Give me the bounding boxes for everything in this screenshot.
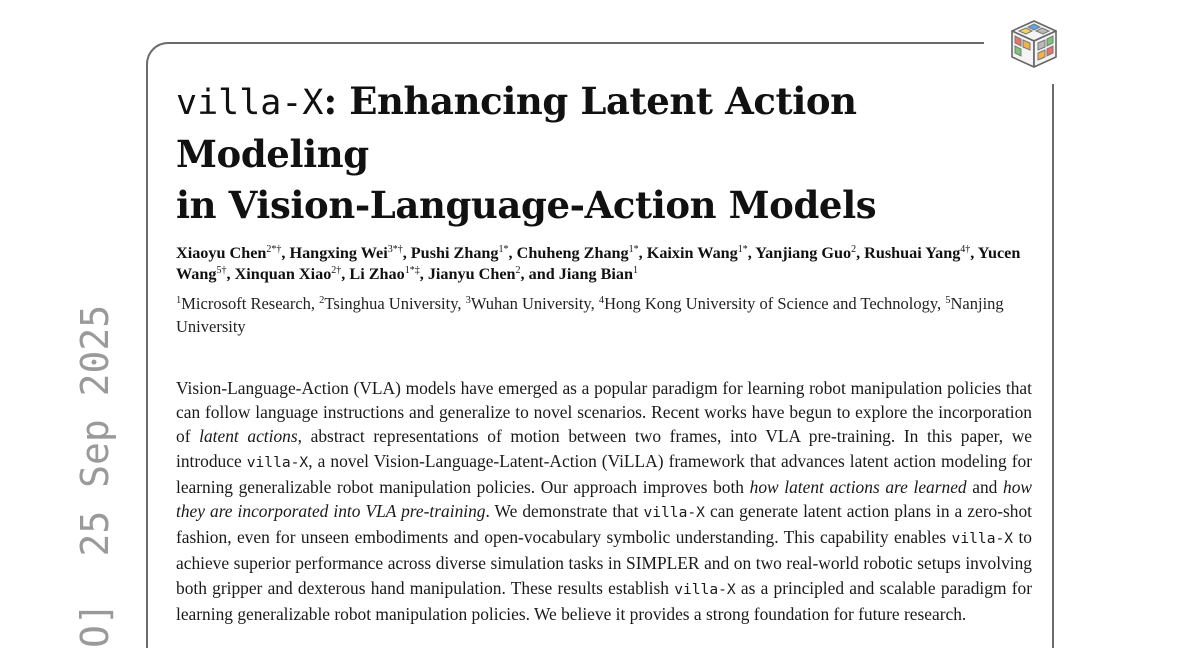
author-name: Rushuai Yang xyxy=(864,244,961,262)
author-affiliation-mark: 1*‡ xyxy=(404,265,420,276)
arxiv-side-stamp xyxy=(73,304,117,648)
abstract-text: and xyxy=(966,476,1003,497)
author-separator: , xyxy=(856,244,865,262)
title-name: villa-X xyxy=(176,83,324,123)
title-line2: in Vision-Language-Action Models xyxy=(176,183,877,227)
author-affiliation-mark: 2 xyxy=(515,265,521,276)
author-separator: , xyxy=(226,265,235,283)
author-list xyxy=(176,243,1032,285)
author-affiliation-mark: 1* xyxy=(628,244,639,255)
author-affiliation-mark: 1* xyxy=(737,244,748,255)
paper-header xyxy=(176,76,1032,626)
affiliation-name: Microsoft Research, xyxy=(181,294,320,313)
paper-title xyxy=(176,76,1032,231)
abstract-code-name: villa-X xyxy=(643,504,705,522)
author-name: Pushi Zhang xyxy=(410,244,499,262)
abstract-text: . We demonstrate that xyxy=(485,501,644,522)
abstract-code-name: villa-X xyxy=(246,453,309,471)
author-separator: , xyxy=(419,265,428,283)
affiliation-list xyxy=(176,292,1032,338)
abstract-emphasis: how latent actions are learned xyxy=(749,476,967,497)
author-name: Jiang Bian xyxy=(558,265,634,283)
author-name: Yanjiang Guo xyxy=(755,244,852,262)
abstract-emphasis: how they are incorporated into VLA pre-training xyxy=(176,476,1032,522)
author-separator: , xyxy=(747,244,756,262)
affiliation-name: Wuhan University, xyxy=(470,294,599,313)
author-separator: , xyxy=(281,244,290,262)
author-name: Kaixin Wang xyxy=(646,244,738,262)
side-stamp-partial: O] xyxy=(73,602,117,648)
frame-right-border xyxy=(1052,84,1054,648)
author-affiliation-mark: 4† xyxy=(960,244,971,255)
abstract-text: Vision-Language-Action (VLA) models have emerged as a popular paradigm for learning robot manipulation policies that can follow language instructions and generalize to novel scenarios. Recent works have begun to explore the incorporation of xyxy=(176,378,1032,447)
abstract-text: , a novel Vision-Language-Latent-Action (ViLLA) framework that advances latent action modeling for learning generalizable robot manipulation policies. Our approach improves both xyxy=(176,450,1032,497)
author-name: Hangxing Wei xyxy=(289,244,388,262)
affiliation-mark: 3 xyxy=(465,295,471,306)
author-separator: , and xyxy=(520,265,559,283)
author-separator: , xyxy=(638,244,647,262)
author-affiliation-mark: 1 xyxy=(633,265,639,276)
author-name: Jianyu Chen xyxy=(427,265,516,283)
author-affiliation-mark: 2† xyxy=(331,265,342,276)
abstract-code-name: villa-X xyxy=(674,580,736,598)
author-affiliation-mark: 5† xyxy=(216,265,227,276)
title-rest: : Enhancing Latent Action Modeling xyxy=(176,79,857,176)
affiliation-mark: 4 xyxy=(598,295,605,306)
author-affiliation-mark: 2 xyxy=(851,244,857,255)
author-name: Yucen Wang xyxy=(176,244,1021,283)
author-name: Xinquan Xiao xyxy=(234,265,332,283)
author-affiliation-mark: 3*† xyxy=(387,244,403,255)
side-stamp-date: 25 Sep 2025 xyxy=(73,304,117,557)
author-name: Xiaoyu Chen xyxy=(176,244,267,262)
abstract-text: , abstract representations of motion between two frames, into VLA pre-training. In this paper, we introduce xyxy=(176,426,1032,471)
affiliation-name: Nanjing University xyxy=(176,294,1004,336)
abstract xyxy=(176,376,1032,626)
abstract-code-name: villa-X xyxy=(951,530,1014,548)
affiliation-name: Hong Kong University of Science and Technology, xyxy=(604,294,946,313)
frame-left-border xyxy=(146,82,148,648)
author-name: Chuheng Zhang xyxy=(516,244,629,262)
abstract-emphasis: latent actions xyxy=(199,426,298,447)
author-separator: , xyxy=(402,244,411,262)
affiliation-mark: 1 xyxy=(176,295,182,306)
author-affiliation-mark: 2*† xyxy=(266,244,282,255)
author-separator: , xyxy=(508,244,517,262)
author-separator: , xyxy=(341,265,350,283)
affiliation-mark: 2 xyxy=(319,295,325,306)
abstract-text: to achieve superior performance across diverse simulation tasks in SIMPLER and on two real-world robotic setups involving both gripper and dexterous hand manipulation. These results establish xyxy=(176,527,1033,598)
cube-logo-icon xyxy=(1006,18,1062,70)
author-affiliation-mark: 1* xyxy=(498,244,509,255)
abstract-text: can generate latent action plans in a zero-shot fashion, even for unseen embodiments and open-vocabulary symbolic understanding. This capability enables xyxy=(176,501,1032,548)
author-separator: , xyxy=(970,244,978,262)
abstract-text: as a principled and scalable paradigm for learning generalizable robot manipulation policies. We believe it provides a strong foundation for future research. xyxy=(176,577,1032,624)
author-name: Li Zhao xyxy=(349,265,405,283)
affiliation-name: Tsinghua University, xyxy=(324,294,466,313)
affiliation-mark: 5 xyxy=(945,295,951,306)
